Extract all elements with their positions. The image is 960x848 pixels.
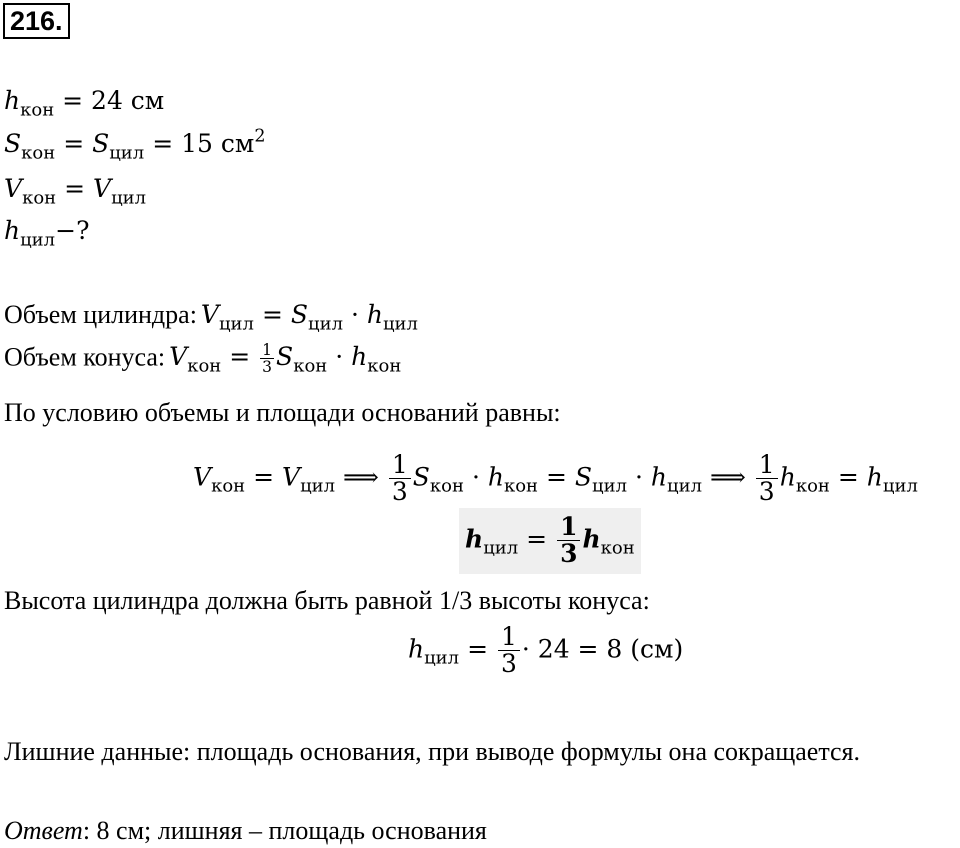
condition-text: По условию объемы и площади оснований равны: <box>4 398 561 427</box>
result-formula: $h_{цил}$ = $\frac{1}{3}$ $h_{кон}$ <box>459 508 641 574</box>
derivation-formula: $V_{кон} = V_{цил}$ ⟹ $\frac{1}{3}$ $S_{кон} \cdot h_{кон} = S_{цил} \cdot h_{цил}$ ⟹ $\frac{1}{3}$ $h_{кон} = h_{цил}$ <box>193 450 918 507</box>
calculation-formula: $h_{цил}$ = $\frac{1}{3}$ · 24 = 8 (см) <box>408 622 684 679</box>
problem-number: 216. <box>3 3 70 39</box>
extra-data-text: Лишние данные: площадь основания, при выводе формулы она сокращается. <box>4 737 861 766</box>
given-height-cone: $h_{кон} = 24$ см <box>4 86 165 121</box>
answer-text: : 8 см; лишняя – площадь основания <box>82 816 487 845</box>
fraction-one-third: $\frac{1}{3}$ <box>498 624 520 678</box>
given-unknown: $h_{цил}-$? <box>4 216 90 251</box>
fraction-one-third: $\frac{1}{3}$ <box>262 341 273 377</box>
cone-volume-formula: Объем конуса: $V_{кон}$ = $\frac{1}{3}$ $S_{кон} \cdot h_{кон}$ <box>4 341 402 377</box>
answer-line <box>4 816 487 846</box>
height-text: Высота цилиндра должна быть равной 1/3 высоты конуса: <box>4 586 650 615</box>
fraction-one-third: $\frac{1}{3}$ <box>557 514 580 568</box>
fraction-one-third: $\frac{1}{3}$ <box>389 452 411 506</box>
given-volumes: $V_{кон} = V_{цил}$ <box>4 174 147 209</box>
answer-label: Ответ <box>4 816 83 845</box>
fraction-one-third: $\frac{1}{3}$ <box>756 452 778 506</box>
given-base-areas: $S_{кон} = S_{цил} = 15$ $см^2$ <box>4 126 266 164</box>
cylinder-volume-formula: Объем цилиндра: $V_{цил} = S_{цил} \cdot h_{цил}$ <box>4 300 418 335</box>
